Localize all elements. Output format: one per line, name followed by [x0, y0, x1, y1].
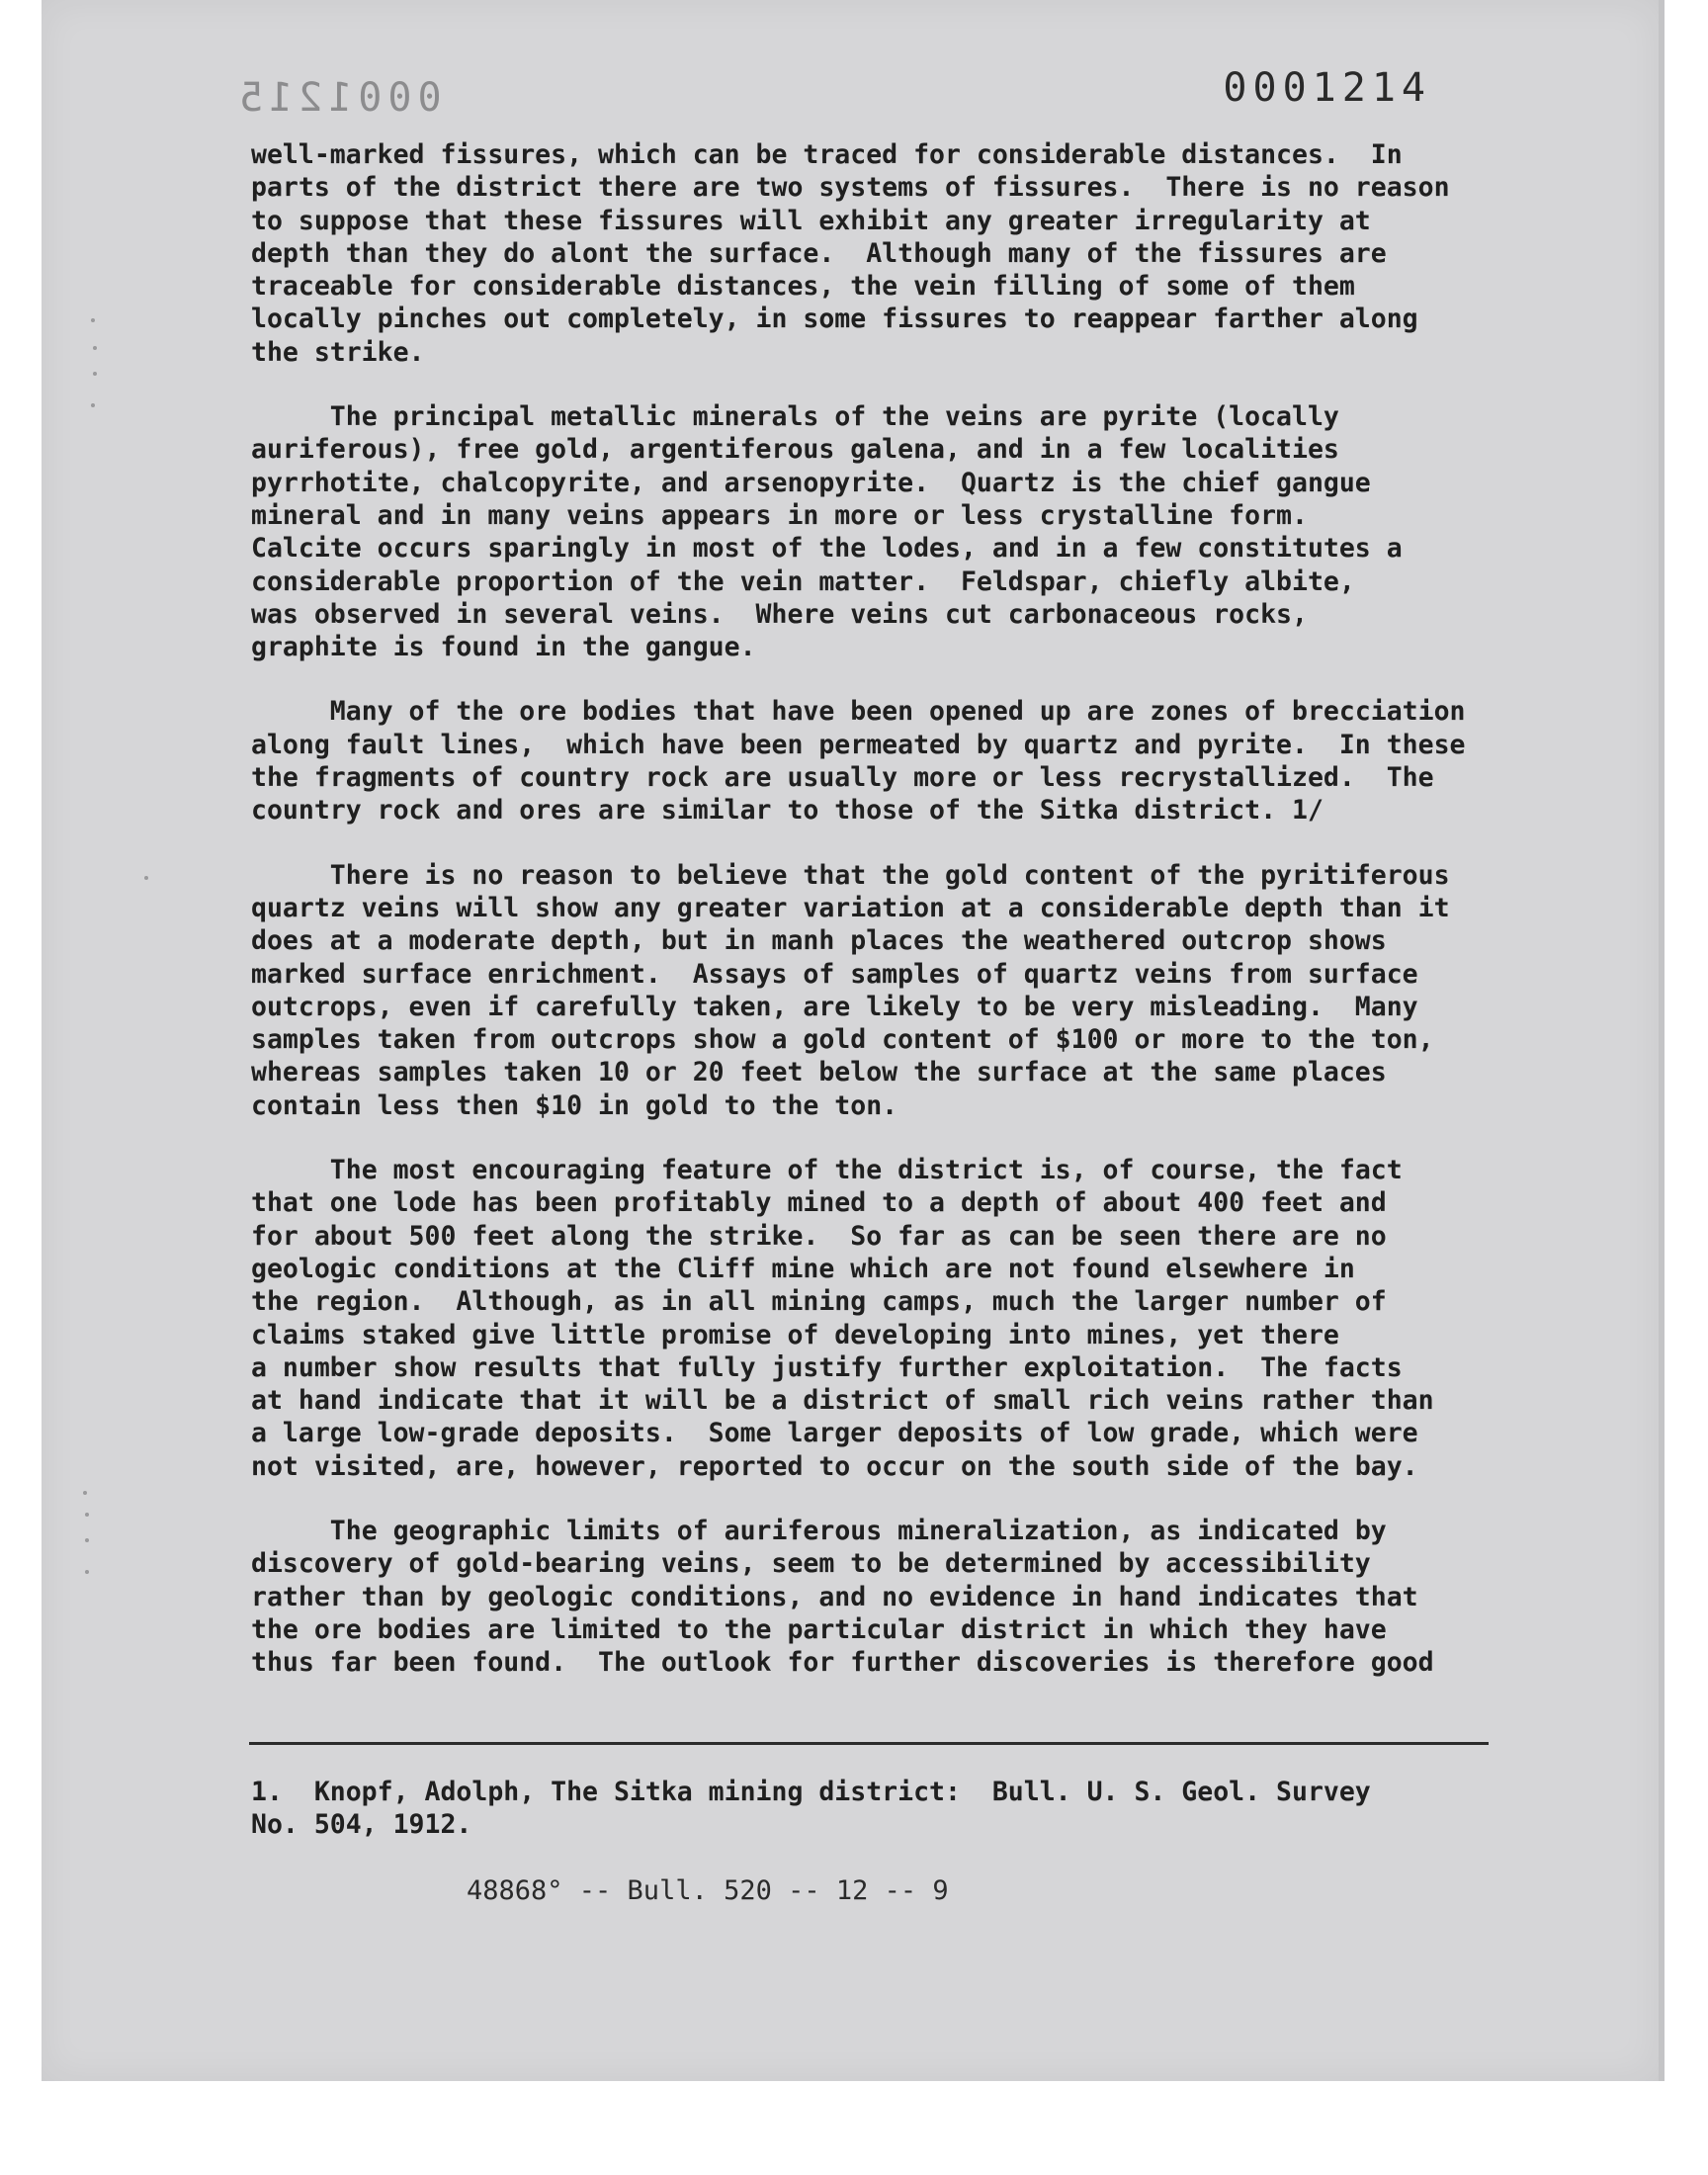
margin-mark: [85, 1570, 89, 1574]
margin-mark: [91, 318, 95, 322]
margin-mark: [91, 403, 95, 407]
page-edge: [1659, 0, 1665, 2081]
body-text: [251, 138, 1516, 1710]
paragraph-gold-content: There is no reason to believe that the gold content of the pyritiferous quartz veins will show any greater variation at a considerable depth than it does at a moderate depth, but in manh places the weathered outcrop shows marked surface enrichment. Assays of samples of quartz veins from surface outcrops, even if carefully taken, are likely to be very misleading. Many samples taken from outcrops show a gold content of $100 or more to the ton, whereas samples taken 10 or 20 feet below the surface at the same places contain less then $10 in gold to the ton.: [251, 859, 1450, 1121]
margin-mark: [85, 1513, 89, 1517]
paragraph-geographic-limits: The geographic limits of auriferous mineralization, as indicated by discovery of gold-bearing veins, seem to be determined by accessibility rather than by geologic conditions, and no evidence in hand indicates that the ore bodies are limited to the particular district in which they have thus far been found. The outlook for further discoveries is therefore good: [251, 1515, 1434, 1679]
margin-mark: [93, 372, 97, 376]
document-page: [42, 0, 1659, 2081]
paragraph-ore-bodies: Many of the ore bodies that have been opened up are zones of brecciation along fault lines, which have been permeated by quartz and pyrite. In these the fragments of country rock are usually more or less recrystallized. The country rock and ores are similar to those of the Sitka district. 1/: [251, 696, 1466, 826]
paragraph-minerals: The principal metallic minerals of the veins are pyrite (locally auriferous), free gold, argentiferous galena, and in a few localities pyrrhotite, chalcopyrite, and arsenopyrite. Quartz is the chief gangue mineral and in many veins appears in more or less crystalline form. Calcite occurs sparingly in most of the lodes, and in a few constitutes a considerable proportion of the vein matter. Feldspar, chiefly albite, was observed in several veins. Where veins cut carbonaceous rocks, graphite is found in the gangue.: [251, 401, 1403, 663]
margin-mark: [83, 1491, 87, 1495]
margin-mark: [144, 876, 148, 880]
paragraph-fissures: well-marked fissures, which can be traced for considerable distances. In parts of the district there are two systems of fissures. There is no reason to suppose that these fissures will exhibit any greater irregularity at depth than they do alont the surface. Although many of the fissures are traceable for considerable distances, the vein filling of some of them locally pinches out completely, in some fissures to reappear farther along the strike.: [251, 139, 1450, 368]
plate-number: 48868° -- Bull. 520 -- 12 -- 9: [467, 1875, 949, 1906]
paragraph-encouraging-feature: The most encouraging feature of the district is, of course, the fact that one lode has been profitably mined to a depth of about 400 feet and for about 500 feet along the strike. So far as can be seen there are no geologic conditions at the Cliff mine which are not found elsewhere in the region. Although, as in all mining camps, much the larger number of claims staked give little promise of developing into mines, yet there a number show results that fully justify further exploitation. The facts at hand indicate that it will be a district of small rich veins rather than a large low-grade deposits. Some larger deposits of low grade, which were not visited, are, however, reported to occur on the south side of the bay.: [251, 1155, 1434, 1482]
footnote-divider: [249, 1742, 1489, 1745]
margin-mark: [85, 1538, 89, 1542]
page-number: 0001214: [1223, 65, 1431, 111]
margin-mark: [93, 346, 97, 350]
bleed-through-page-number: 0001215: [233, 75, 442, 121]
footnote: 1. Knopf, Adolph, The Sitka mining district: Bull. U. S. Geol. Survey No. 504, 1912.: [251, 1777, 1371, 1841]
